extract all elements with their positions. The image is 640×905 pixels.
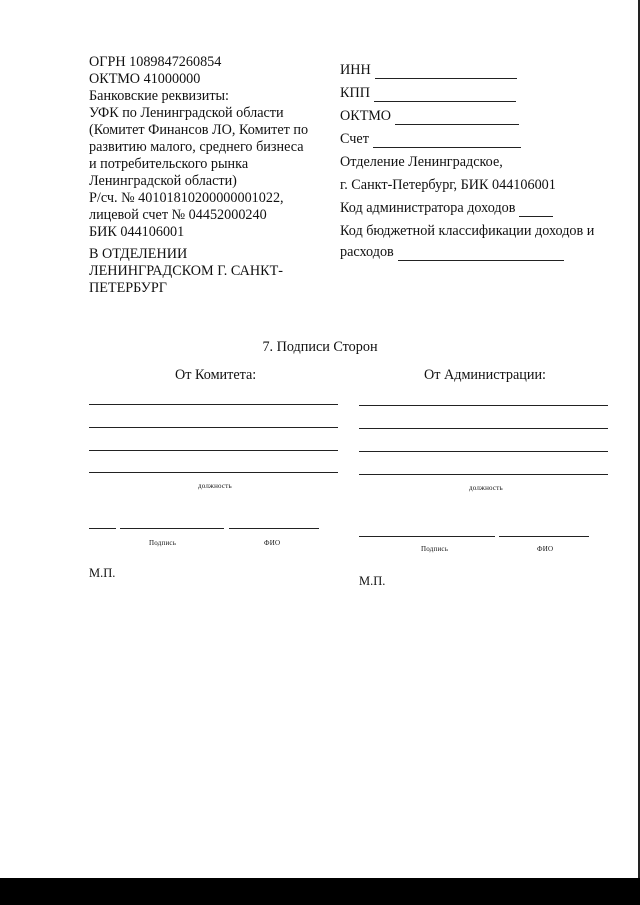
inn-label: ИНН (340, 62, 371, 78)
bank-details-heading: Банковские реквизиты: (89, 88, 229, 104)
budget-code-label-2: расходов (340, 244, 394, 260)
committee-name-caption: ФИО (264, 539, 281, 547)
committee-finance-line: (Комитет Финансов ЛО, Комитет по (89, 122, 309, 138)
branch-label: Отделение Ленинградское, (340, 154, 503, 170)
committee-name-line (229, 528, 319, 529)
admin-code-blank (519, 203, 553, 217)
admin-code-row (340, 194, 630, 217)
administration-signature-caption: Подпись (421, 545, 449, 553)
administration-name-line (499, 536, 589, 537)
administration-line-2 (359, 428, 608, 429)
administration-requisites (340, 56, 630, 261)
account-blank (373, 134, 521, 148)
inn-blank (375, 65, 517, 79)
administration-party-label: От Администрации: (424, 367, 546, 383)
committee-line-4 (89, 472, 338, 473)
budget-code-row-1 (340, 217, 630, 240)
ufk-line: УФК по Ленинградской области (89, 105, 284, 121)
scan-bottom-bar (0, 878, 640, 905)
committee-date-line (89, 528, 116, 529)
budget-code-blank (398, 247, 564, 261)
region-line: Ленинградской области) (89, 173, 237, 189)
committee-stamp-label: М.П. (89, 566, 116, 580)
oktmo-label: ОКТМО (340, 108, 392, 124)
personal-account-line: лицевой счет № 04452000240 (89, 207, 267, 223)
city-bik-label: г. Санкт-Петербург, БИК 044106001 (340, 177, 556, 193)
account-label: Счет (340, 131, 369, 147)
bank-branch-line-3: ПЕТЕРБУРГ (89, 280, 167, 296)
kpp-blank (374, 88, 516, 102)
committee-position-caption: должность (198, 482, 232, 490)
oktmo-line: ОКТМО 41000000 (89, 71, 201, 87)
bank-branch-line-1: В ОТДЕЛЕНИИ (89, 246, 188, 262)
administration-position-caption: должность (469, 484, 503, 492)
committee-line-1 (89, 404, 338, 405)
bank-branch-line-2: ЛЕНИНГРАДСКОМ Г. САНКТ- (89, 263, 284, 279)
administration-stamp-label: М.П. (359, 574, 386, 588)
committee-signature-caption: Подпись (149, 539, 177, 547)
committee-party-label: От Комитета: (175, 367, 257, 383)
settlement-account-line: Р/сч. № 40101810200000001022, (89, 190, 284, 206)
kpp-label: КПП (340, 85, 370, 101)
committee-line-2 (89, 427, 338, 428)
admin-code-label: Код администратора доходов (340, 200, 516, 216)
city-bik-row (340, 171, 630, 194)
ogrn-line: ОГРН 1089847260854 (89, 54, 222, 70)
administration-line-4 (359, 474, 608, 475)
administration-name-caption: ФИО (537, 545, 554, 553)
oktmo-blank (395, 111, 519, 125)
committee-market-line: и потребительского рынка (89, 156, 249, 172)
kpp-row (340, 79, 630, 102)
branch-row (340, 148, 630, 171)
committee-signature-line (120, 528, 224, 529)
budget-code-row-2 (340, 240, 630, 261)
account-row (340, 125, 630, 148)
administration-signature-line (359, 536, 495, 537)
administration-line-1 (359, 405, 608, 406)
oktmo-row (340, 102, 630, 125)
administration-line-3 (359, 451, 608, 452)
bik-line: БИК 044106001 (89, 224, 185, 240)
budget-code-label-1: Код бюджетной классификации доходов и (340, 223, 595, 239)
committee-business-line: развитию малого, среднего бизнеса (89, 139, 304, 155)
committee-line-3 (89, 450, 338, 451)
inn-row (340, 56, 630, 79)
signatures-section-title: 7. Подписи Сторон (262, 339, 378, 355)
committee-requisites (89, 54, 339, 297)
